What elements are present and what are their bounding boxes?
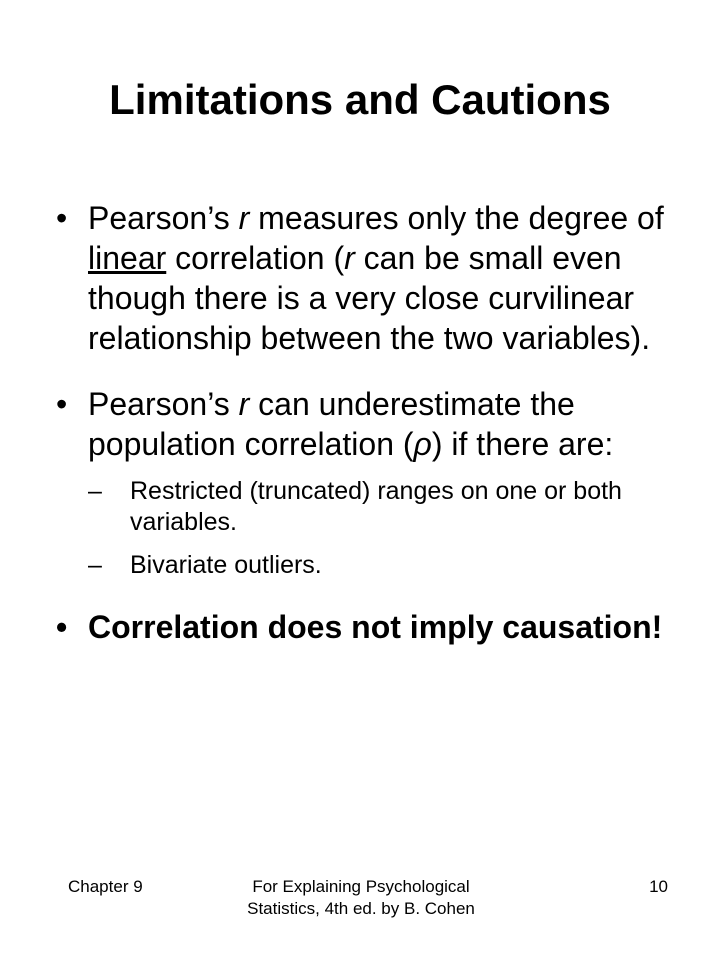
bullet-marker: • bbox=[56, 609, 68, 645]
sub-bullet-text: Bivariate outliers. bbox=[130, 551, 322, 579]
bullet-item-underestimate bbox=[56, 384, 666, 581]
text-run: Pearson’s bbox=[88, 200, 239, 236]
bullet-item-linear bbox=[56, 198, 666, 358]
sub-bullet-restricted bbox=[88, 476, 666, 538]
text-run: ) if there are: bbox=[431, 426, 614, 462]
sub-bullet-outliers bbox=[88, 550, 666, 581]
italic-r: r bbox=[238, 386, 250, 422]
sub-bullet-list bbox=[88, 476, 666, 581]
bullet-marker: • bbox=[56, 200, 68, 236]
bullet-item-causation bbox=[56, 607, 666, 647]
dash-marker: – bbox=[88, 477, 102, 505]
bullet-marker: • bbox=[56, 386, 68, 422]
underlined-linear: linear bbox=[88, 240, 167, 276]
text-run: can underestimate the population correlation ( bbox=[88, 386, 575, 462]
text-run: measures only the degree of bbox=[249, 200, 664, 236]
italic-r: r bbox=[238, 200, 250, 236]
slide-title: Limitations and Cautions bbox=[109, 76, 611, 123]
bullet-text: Correlation does not imply causation! bbox=[88, 609, 663, 645]
text-run: Pearson’s bbox=[88, 386, 239, 422]
bullet-text bbox=[88, 200, 664, 356]
footer-chapter: Chapter 9 bbox=[68, 877, 143, 896]
dash-marker: – bbox=[88, 551, 102, 579]
text-run: can be small even though there is a very close curvilinear relationship between the two variables). bbox=[88, 240, 651, 356]
sub-bullet-text: Restricted (truncated) ranges on one or both variables. bbox=[130, 477, 622, 536]
bullet-list bbox=[56, 198, 666, 673]
italic-rho: ρ bbox=[413, 426, 432, 462]
italic-r: r bbox=[344, 240, 355, 276]
footer-page-number: 10 bbox=[649, 877, 668, 896]
text-run: correlation ( bbox=[166, 240, 345, 276]
footer-source: For Explaining Psychological Statistics, 4th ed. by B. Cohen bbox=[247, 877, 475, 918]
bullet-text bbox=[88, 386, 613, 462]
